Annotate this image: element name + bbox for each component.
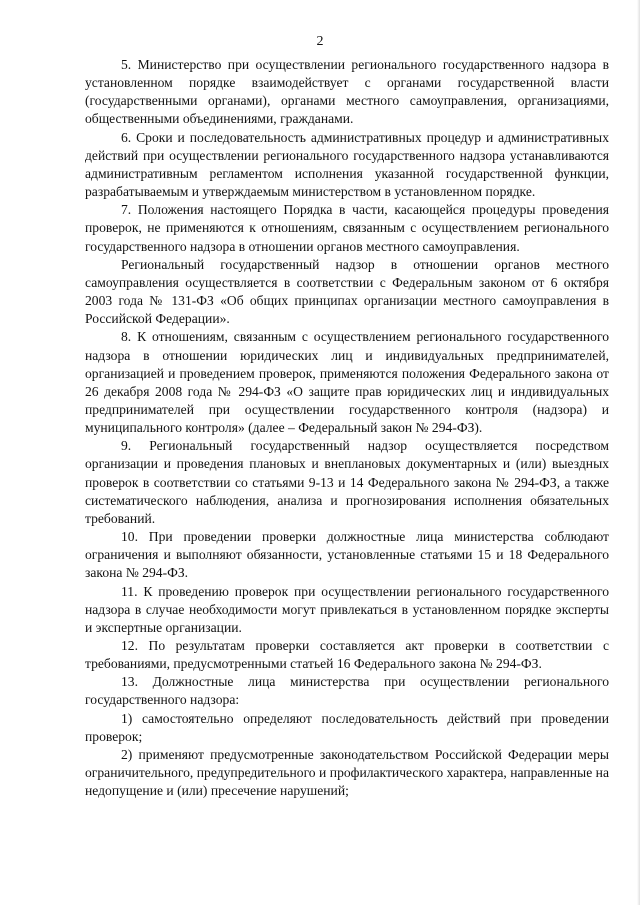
- document-body: [85, 56, 609, 800]
- paragraph-8: 8. К отношениям, связанным с осуществлением регионального государственного надзора в отношении юридических лиц и индивидуальных предпринимателей, организацией и проведением проверок, применяются положения Федерального закона от 26 декабря 2008 года № 294-ФЗ «О защите прав юридических лиц и индивидуальных предпринимателей при осуществлении государственного контроля (надзора) и муниципального контроля» (далее – Федеральный закон № 294-ФЗ).: [85, 329, 609, 436]
- paragraph-5: 5. Министерство при осуществлении регионального государственного надзора в установленном порядке взаимодействует с органами государственной власти (государственными органами), органами местного самоуправления, организациями, общественными объединениями, гражданами.: [85, 57, 609, 127]
- paragraph-13: 13. Должностные лица министерства при осуществлении регионального государственного надзора:: [85, 674, 609, 708]
- paragraph-6: 6. Сроки и последовательность административных процедур и административных действий при осуществлении регионального государственного надзора устанавливаются административным регламентом исполнения указанной государственной функции, разрабатываемым и утверждаемым министерством в установленном порядке.: [85, 129, 609, 200]
- paragraph-12: 12. По результатам проверки составляется акт проверки в соответствии с требованиями, предусмотренными статьей 16 Федерального закона № 294-ФЗ.: [85, 638, 609, 672]
- list-item-2: 2) применяют предусмотренные законодательством Российской Федерации меры ограничительного, предупредительного и профилактического характера, направленные на недопущение и (или) пресечение нарушений;: [85, 746, 609, 799]
- paragraph-11: 11. К проведению проверок при осуществлении регионального государственного надзора в случае необходимости могут привлекаться в установленном порядке эксперты и экспертные организации.: [85, 583, 609, 635]
- paragraph-9: 9. Региональный государственный надзор осуществляется посредством организации и проведения плановых и внеплановых документарных и (или) выездных проверок в соответствии со статьями 9-13 и 14 Федерального закона № 294-ФЗ, а также систематического наблюдения, анализа и прогнозирования исполнения обязательных требований.: [85, 438, 609, 526]
- list-item-1: 1) самостоятельно определяют последовательность действий при проведении проверок;: [85, 710, 609, 744]
- page-number: 2: [316, 34, 324, 49]
- paragraph-7: 7. Положения настоящего Порядка в части, касающейся процедуры проведения проверок, не применяются к отношениям, связанным с осуществлением регионального государственного надзора в отношении органов местного самоуправления.: [85, 202, 609, 254]
- paragraph-7-continuation: Региональный государственный надзор в отношении органов местного самоуправления осуществляется в соответствии с Федеральным законом от 6 октября 2003 года № 131-ФЗ «Об общих принципах организации местного самоуправления в Российской Федерации».: [85, 256, 609, 327]
- paragraph-10: 10. При проведении проверки должностные лица министерства соблюдают ограничения и выполняют обязанности, установленные статьями 15 и 18 Федерального закона № 294-ФЗ.: [85, 529, 609, 581]
